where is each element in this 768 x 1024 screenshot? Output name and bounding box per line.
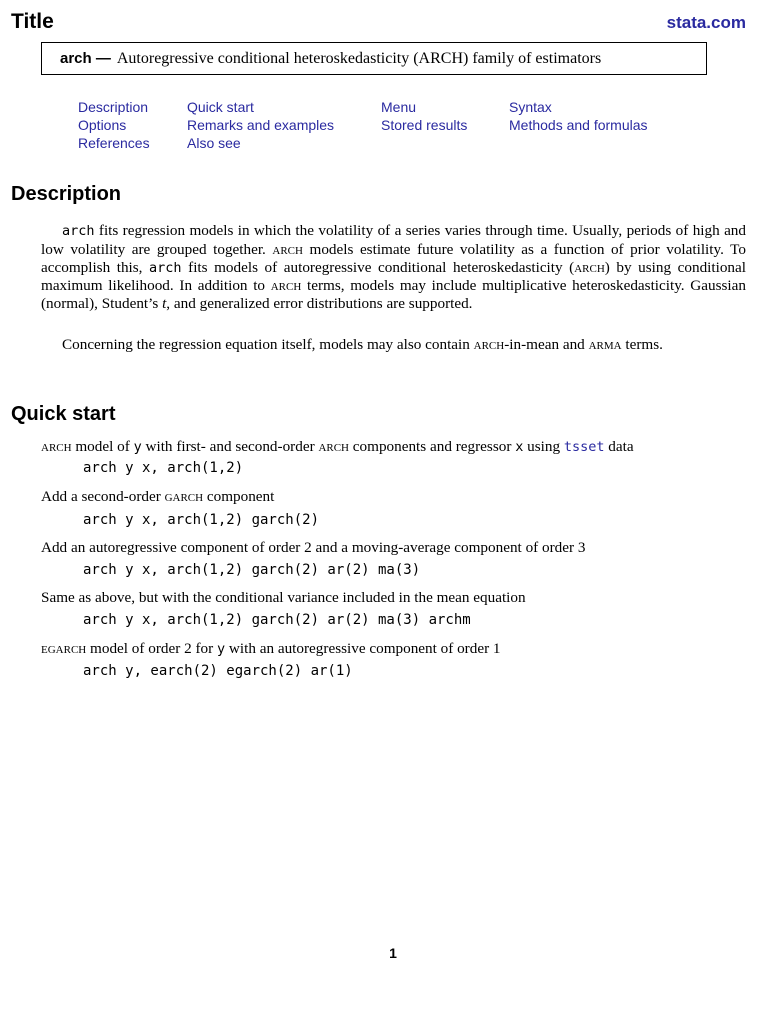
description-heading: Description [11,183,122,205]
nav-link-syntax[interactable]: Syntax [509,99,552,115]
quick-start-item [41,640,746,680]
nav-link-methods[interactable]: Methods and formulas [509,117,648,133]
inline-command: arch [62,223,95,239]
inline-variable: y [216,641,226,657]
description-paragraph-2 [41,336,746,354]
text-run: using [523,438,564,455]
description-paragraph-1 [41,222,746,313]
page-number: 1 [389,945,397,961]
inline-variable: x [515,439,524,455]
small-caps-term: arch [270,277,302,295]
small-caps-term: arch [318,438,349,455]
nav-link-options[interactable]: Options [78,117,127,133]
tsset-link[interactable]: tsset [563,439,605,455]
stata-home-link[interactable]: stata.com [666,13,746,32]
text-run: -in-mean and [504,336,589,353]
quick-start-item [41,589,746,629]
quick-start-description [41,488,746,506]
text-run: model of order 2 for [86,640,217,657]
text-run: terms. [621,336,663,353]
nav-link-remarks[interactable]: Remarks and examples [187,117,335,133]
text-run: Concerning the regression equation itself, models may also contain [62,336,474,353]
small-caps-term: arch [272,240,303,258]
quick-start-item [41,488,746,529]
quick-start-description [41,640,746,658]
italic-term: t [162,295,167,313]
title-dash: — [95,50,111,67]
title-command-name: arch [60,50,92,67]
section-nav [0,99,768,159]
text-run: model of [71,438,134,455]
inline-command: arch [149,259,182,276]
small-caps-term: arch [574,258,605,276]
quick-start-command: arch y x, arch(1,2) [83,460,244,476]
page-title: Title [11,10,54,33]
quick-start-description: Same as above, but with the conditional variance included in the mean equation [41,589,526,606]
title-description: Autoregressive conditional heteroskedasticity (ARCH) family of estimators [116,49,602,67]
small-caps-term: egarch [41,640,87,657]
nav-link-stored-results[interactable]: Stored results [381,117,468,133]
nav-link-also-see[interactable]: Also see [187,135,241,151]
inline-variable: y [133,439,142,455]
text-run: models estimate future volatility as a function of prior volatility. To accomplish this, [41,240,746,276]
nav-link-menu[interactable]: Menu [381,99,417,115]
text-run: fits regression models in which the volatility of a series varies through time. Usually, periods of high and low volatility are grouped together. [41,222,746,258]
text-run: data [604,438,634,455]
text-run: components and regressor [349,438,516,455]
text-run: fits models of autoregressive conditional heteroskedasticity ( [181,258,575,276]
quick-start-command: arch y x, arch(1,2) garch(2) [83,512,320,528]
quick-start-description [41,438,746,456]
quick-start-heading: Quick start [11,403,116,425]
text-run: terms, models may include multiplicative heteroskedasticity. Gaussian (normal), Student’s [41,277,746,313]
quick-start-command: arch y x, arch(1,2) garch(2) ar(2) ma(3) [83,562,421,578]
quick-start-command: arch y, earch(2) egarch(2) ar(1) [83,663,353,679]
small-caps-term: garch [164,488,204,505]
quick-start-item [41,438,746,477]
nav-link-description[interactable]: Description [78,99,149,115]
text-run: , and generalized error distributions are supported. [166,295,473,313]
nav-link-references[interactable]: References [78,135,150,151]
text-run: Add a second-order [41,488,165,505]
text-run: component [203,488,275,505]
text-run: with first- and second-order [141,438,319,455]
text-run: with an autoregressive component of order 1 [225,640,501,657]
title-box [41,42,707,75]
quick-start-description: Add an autoregressive component of order 2 and a moving-average component of order 3 [41,539,586,556]
nav-link-quick-start[interactable]: Quick start [187,99,254,115]
small-caps-term: arma [588,336,622,353]
quick-start-command: arch y x, arch(1,2) garch(2) ar(2) ma(3) archm [83,612,471,628]
text-run: ) by using conditional maximum likelihood. In addition to [41,258,746,295]
quick-start-item [41,539,746,579]
small-caps-term: arch [473,336,505,353]
title-command [60,50,111,67]
small-caps-term: arch [41,438,72,455]
